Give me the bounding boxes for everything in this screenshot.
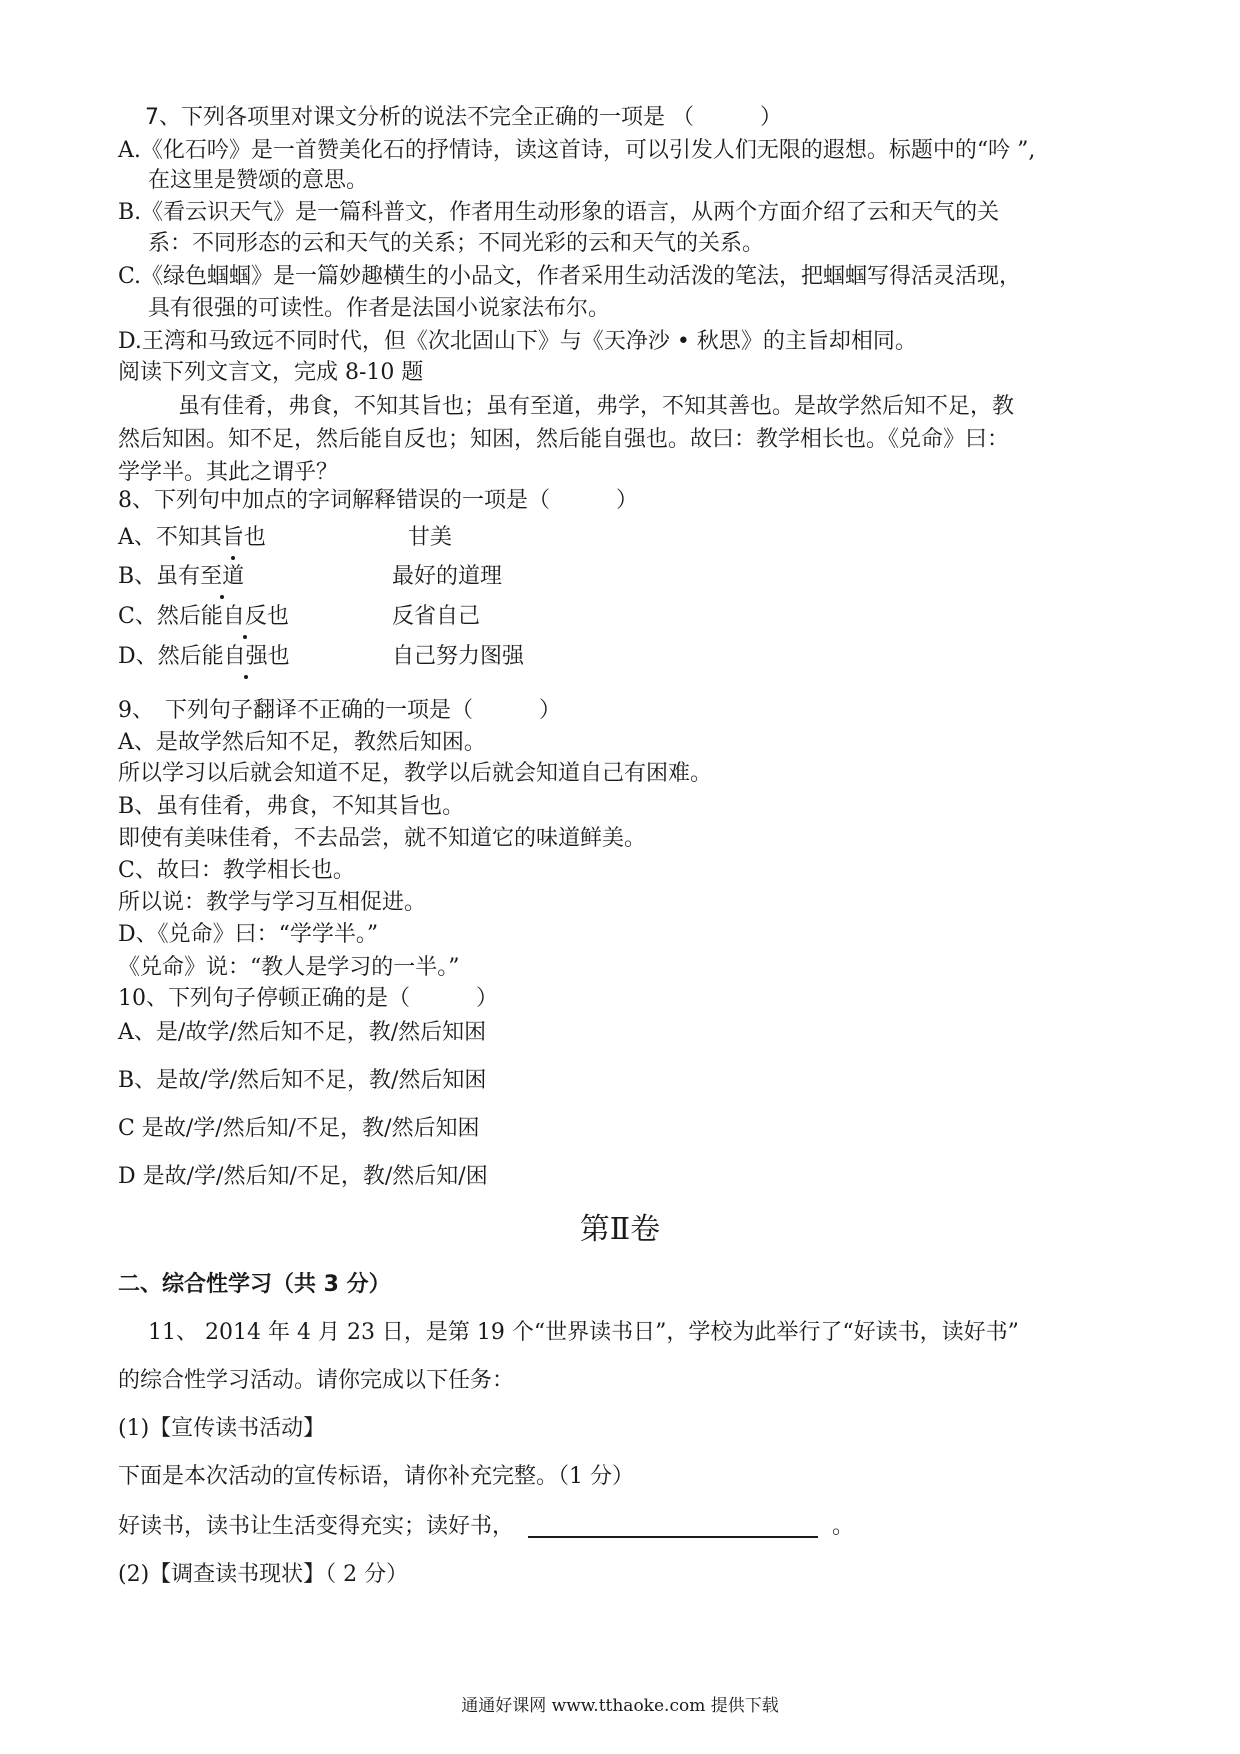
q8-option-d-suffix: 也 [267, 644, 290, 669]
slogan-suffix: 。 [832, 1514, 855, 1539]
task-1-heading: (1)【宣传读书活动】 [118, 1416, 326, 1441]
q8-option-b [118, 562, 244, 592]
q8-option-a-dotted-word: 旨 [222, 523, 244, 553]
q9-option-c-sentence: C、故曰：教学相长也。 [118, 858, 355, 883]
q10-stem: 10、下列句子停顿正确的是（ ） [118, 986, 498, 1011]
q9-option-a-sentence: A、是故学然后知不足，教然后知困。 [118, 730, 486, 755]
q11-line-1: 11、 2014 年 4 月 23 日，是第 19 个“世界读书日”，学校为此举行了“好读书，读好书” [148, 1320, 1019, 1345]
q9-option-a-translation: 所以学习以后就会知道不足，教学以后就会知道自己有困难。 [118, 761, 713, 786]
passage-intro: 阅读下列文言文，完成 8-10 题 [118, 360, 424, 385]
q8-option-c-suffix: 也 [266, 604, 289, 629]
passage-line-1: 虽有佳肴，弗食，不知其旨也；虽有至道，弗学，不知其善也。是故学然后知不足，教 [178, 394, 1015, 419]
q8-option-a-definition: 甘美 [408, 525, 453, 550]
q8-option-a-suffix: 也 [243, 525, 266, 550]
q7-option-c-line1: C.《绿色蝈蝈》是一篇妙趣横生的小品文，作者采用生动活泼的笔法，把蝈蝈写得活灵活现， [118, 264, 1022, 289]
q7-option-d: D.王湾和马致远不同时代，但《次北固山下》与《天净沙 • 秋思》的主旨却相同。 [118, 329, 917, 354]
q7-option-a-line1: A.《化石吟》是一首赞美化石的抒情诗，读这首诗，可以引发人们无限的遐想。标题中的“吟 ”, [118, 138, 1036, 163]
q8-option-c-definition: 反省自己 [392, 604, 481, 629]
q8-stem: 8、下列句中加点的字词解释错误的一项是（ ） [118, 488, 638, 513]
slogan-answer-blank[interactable] [528, 1516, 818, 1538]
slogan-line [118, 1512, 854, 1542]
q9-option-d-sentence: D、《兑命》曰：“学学半。” [118, 922, 379, 947]
q10-option-c: C 是故/学/然后知/不足，教/然后知困 [118, 1116, 480, 1141]
section-heading: 二、综合性学习（共 3 分） [118, 1272, 391, 1297]
q7-option-c-line2: 具有很强的可读性。作者是法国小说家法布尔。 [148, 296, 611, 321]
q8-option-b-dotted-word: 至道 [200, 562, 244, 592]
passage-line-3: 学学半。其此之谓乎？ [118, 460, 339, 485]
q10-option-a: A、是/故学/然后知不足，教/然后知困 [118, 1020, 487, 1045]
q7-option-b-line1: B.《看云识天气》是一篇科普文，作者用生动形象的语言，从两个方面介绍了云和天气的关 [118, 200, 1000, 225]
q7-stem: 7、下列各项里对课文分析的说法不完全正确的一项是 （ ） [145, 105, 782, 130]
q7-option-b-line2: 系：不同形态的云和天气的关系；不同光彩的云和天气的关系。 [148, 231, 765, 256]
q8-option-a-prefix: A、不知其 [118, 525, 222, 550]
q8-option-d-prefix: D、然后能 [118, 644, 224, 669]
q11-line-2: 的综合性学习活动。请你完成以下任务： [118, 1368, 515, 1393]
q8-option-d [118, 642, 290, 672]
q9-option-d-translation: 《兑命》说：“教人是学习的一半。” [118, 955, 460, 980]
q8-option-b-definition: 最好的道理 [392, 564, 503, 589]
part-two-title: 第Ⅱ卷 [579, 1212, 661, 1247]
q9-option-b-translation: 即使有美味佳肴，不去品尝，就不知道它的味道鲜美。 [118, 826, 647, 851]
q10-option-d: D 是故/学/然后知/不足，教/然后知/困 [118, 1164, 488, 1189]
q7-option-a-line2: 在这里是赞颂的意思。 [148, 168, 369, 193]
task-2-heading: (2)【调查读书现状】（ 2 分） [118, 1562, 409, 1587]
slogan-prefix: 好读书，读书让生活变得充实；读好书， [118, 1514, 515, 1539]
q8-option-c [118, 602, 289, 632]
q8-option-c-dotted-word: 自反 [223, 602, 267, 632]
q8-option-c-prefix: C、然后能 [118, 604, 223, 629]
q8-option-d-definition: 自己努力图强 [392, 644, 525, 669]
page-footer: 通通好课网 www.tthaoke.com 提供下载 [461, 1696, 779, 1716]
q8-option-a [118, 523, 266, 553]
passage-line-2: 然后知困。知不足，然后能自反也；知困，然后能自强也。故曰：教学相长也。《兑命》曰： [118, 427, 1010, 452]
q8-option-b-prefix: B、虽有 [118, 564, 201, 589]
q9-stem: 9、 下列句子翻译不正确的一项是（ ） [118, 698, 561, 723]
task-1-description: 下面是本次活动的宣传标语，请你补充完整。（1 分） [118, 1464, 634, 1489]
q10-option-b: B、是故/学/然后知不足，教/然后知困 [118, 1068, 487, 1093]
q8-option-d-dotted-word: 自强 [224, 642, 268, 672]
q9-option-b-sentence: B、虽有佳肴，弗食，不知其旨也。 [118, 794, 465, 819]
q9-option-c-translation: 所以说：教学与学习互相促进。 [118, 890, 427, 915]
